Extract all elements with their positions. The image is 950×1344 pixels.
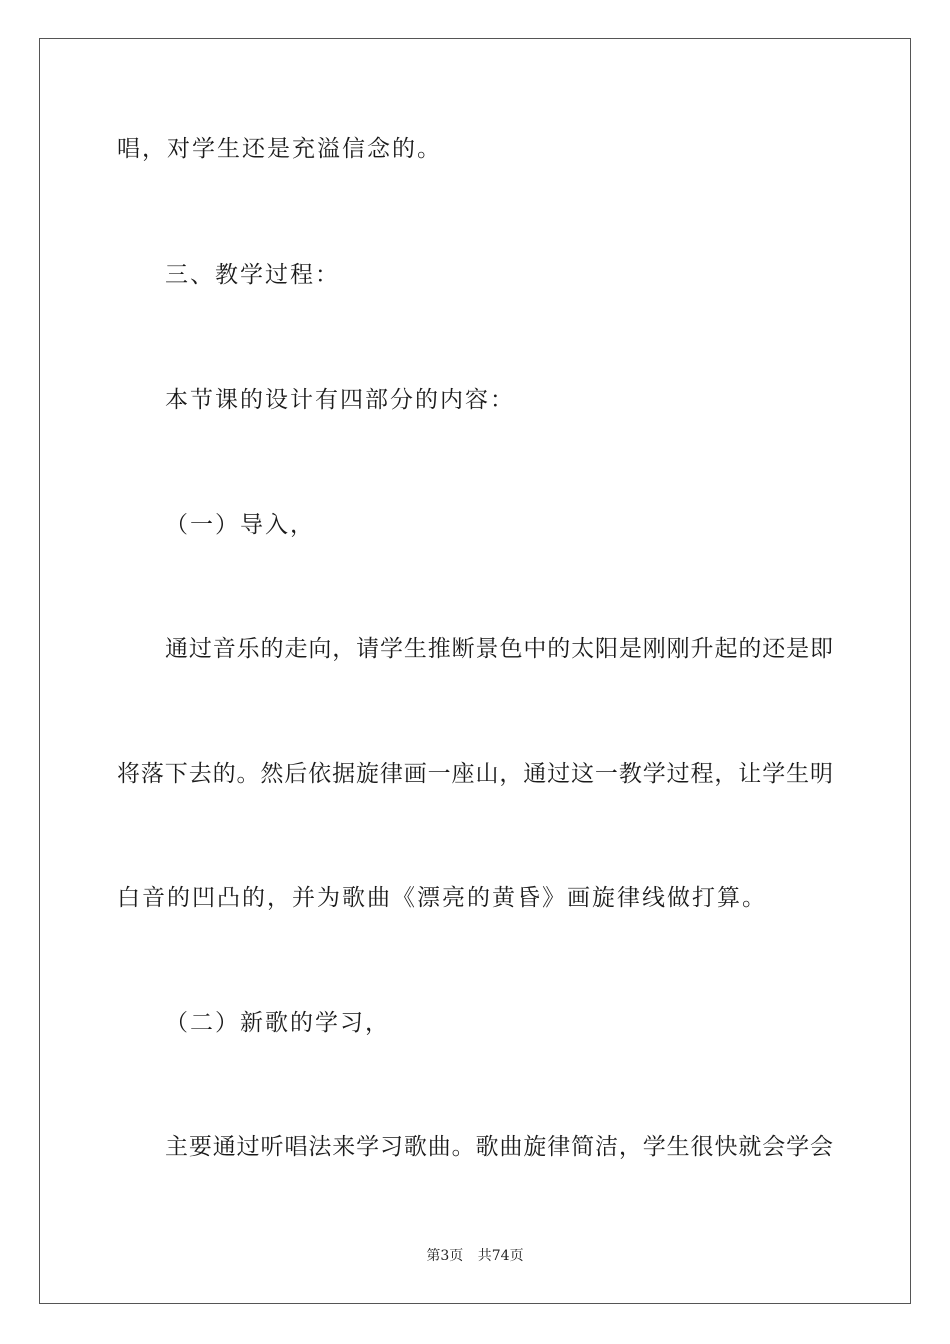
total-pages: 共74页 [477, 1248, 524, 1264]
section-heading: 三、教学过程： [165, 262, 340, 288]
page-number: 第3页 [426, 1248, 464, 1264]
subsection-heading: （二）新歌的学习， [165, 1010, 390, 1036]
page-footer [0, 1247, 950, 1265]
paragraph-line: 白音的凹凸的，并为歌曲《漂亮的黄昏》画旋律线做打算。 [117, 885, 767, 911]
page-border [39, 38, 911, 1304]
paragraph-line: 通过音乐的走向，请学生推断景色中的太阳是刚刚升起的还是即 [165, 636, 833, 662]
paragraph-line: 本节课的设计有四部分的内容： [165, 387, 515, 413]
subsection-heading: （一）导入， [165, 512, 315, 538]
paragraph-line: 唱，对学生还是充溢信念的。 [117, 136, 442, 162]
paragraph-line: 主要通过听唱法来学习歌曲。歌曲旋律简洁，学生很快就会学会 [165, 1134, 833, 1160]
paragraph-line: 将落下去的。然后依据旋律画一座山，通过这一教学过程，让学生明 [117, 761, 833, 787]
